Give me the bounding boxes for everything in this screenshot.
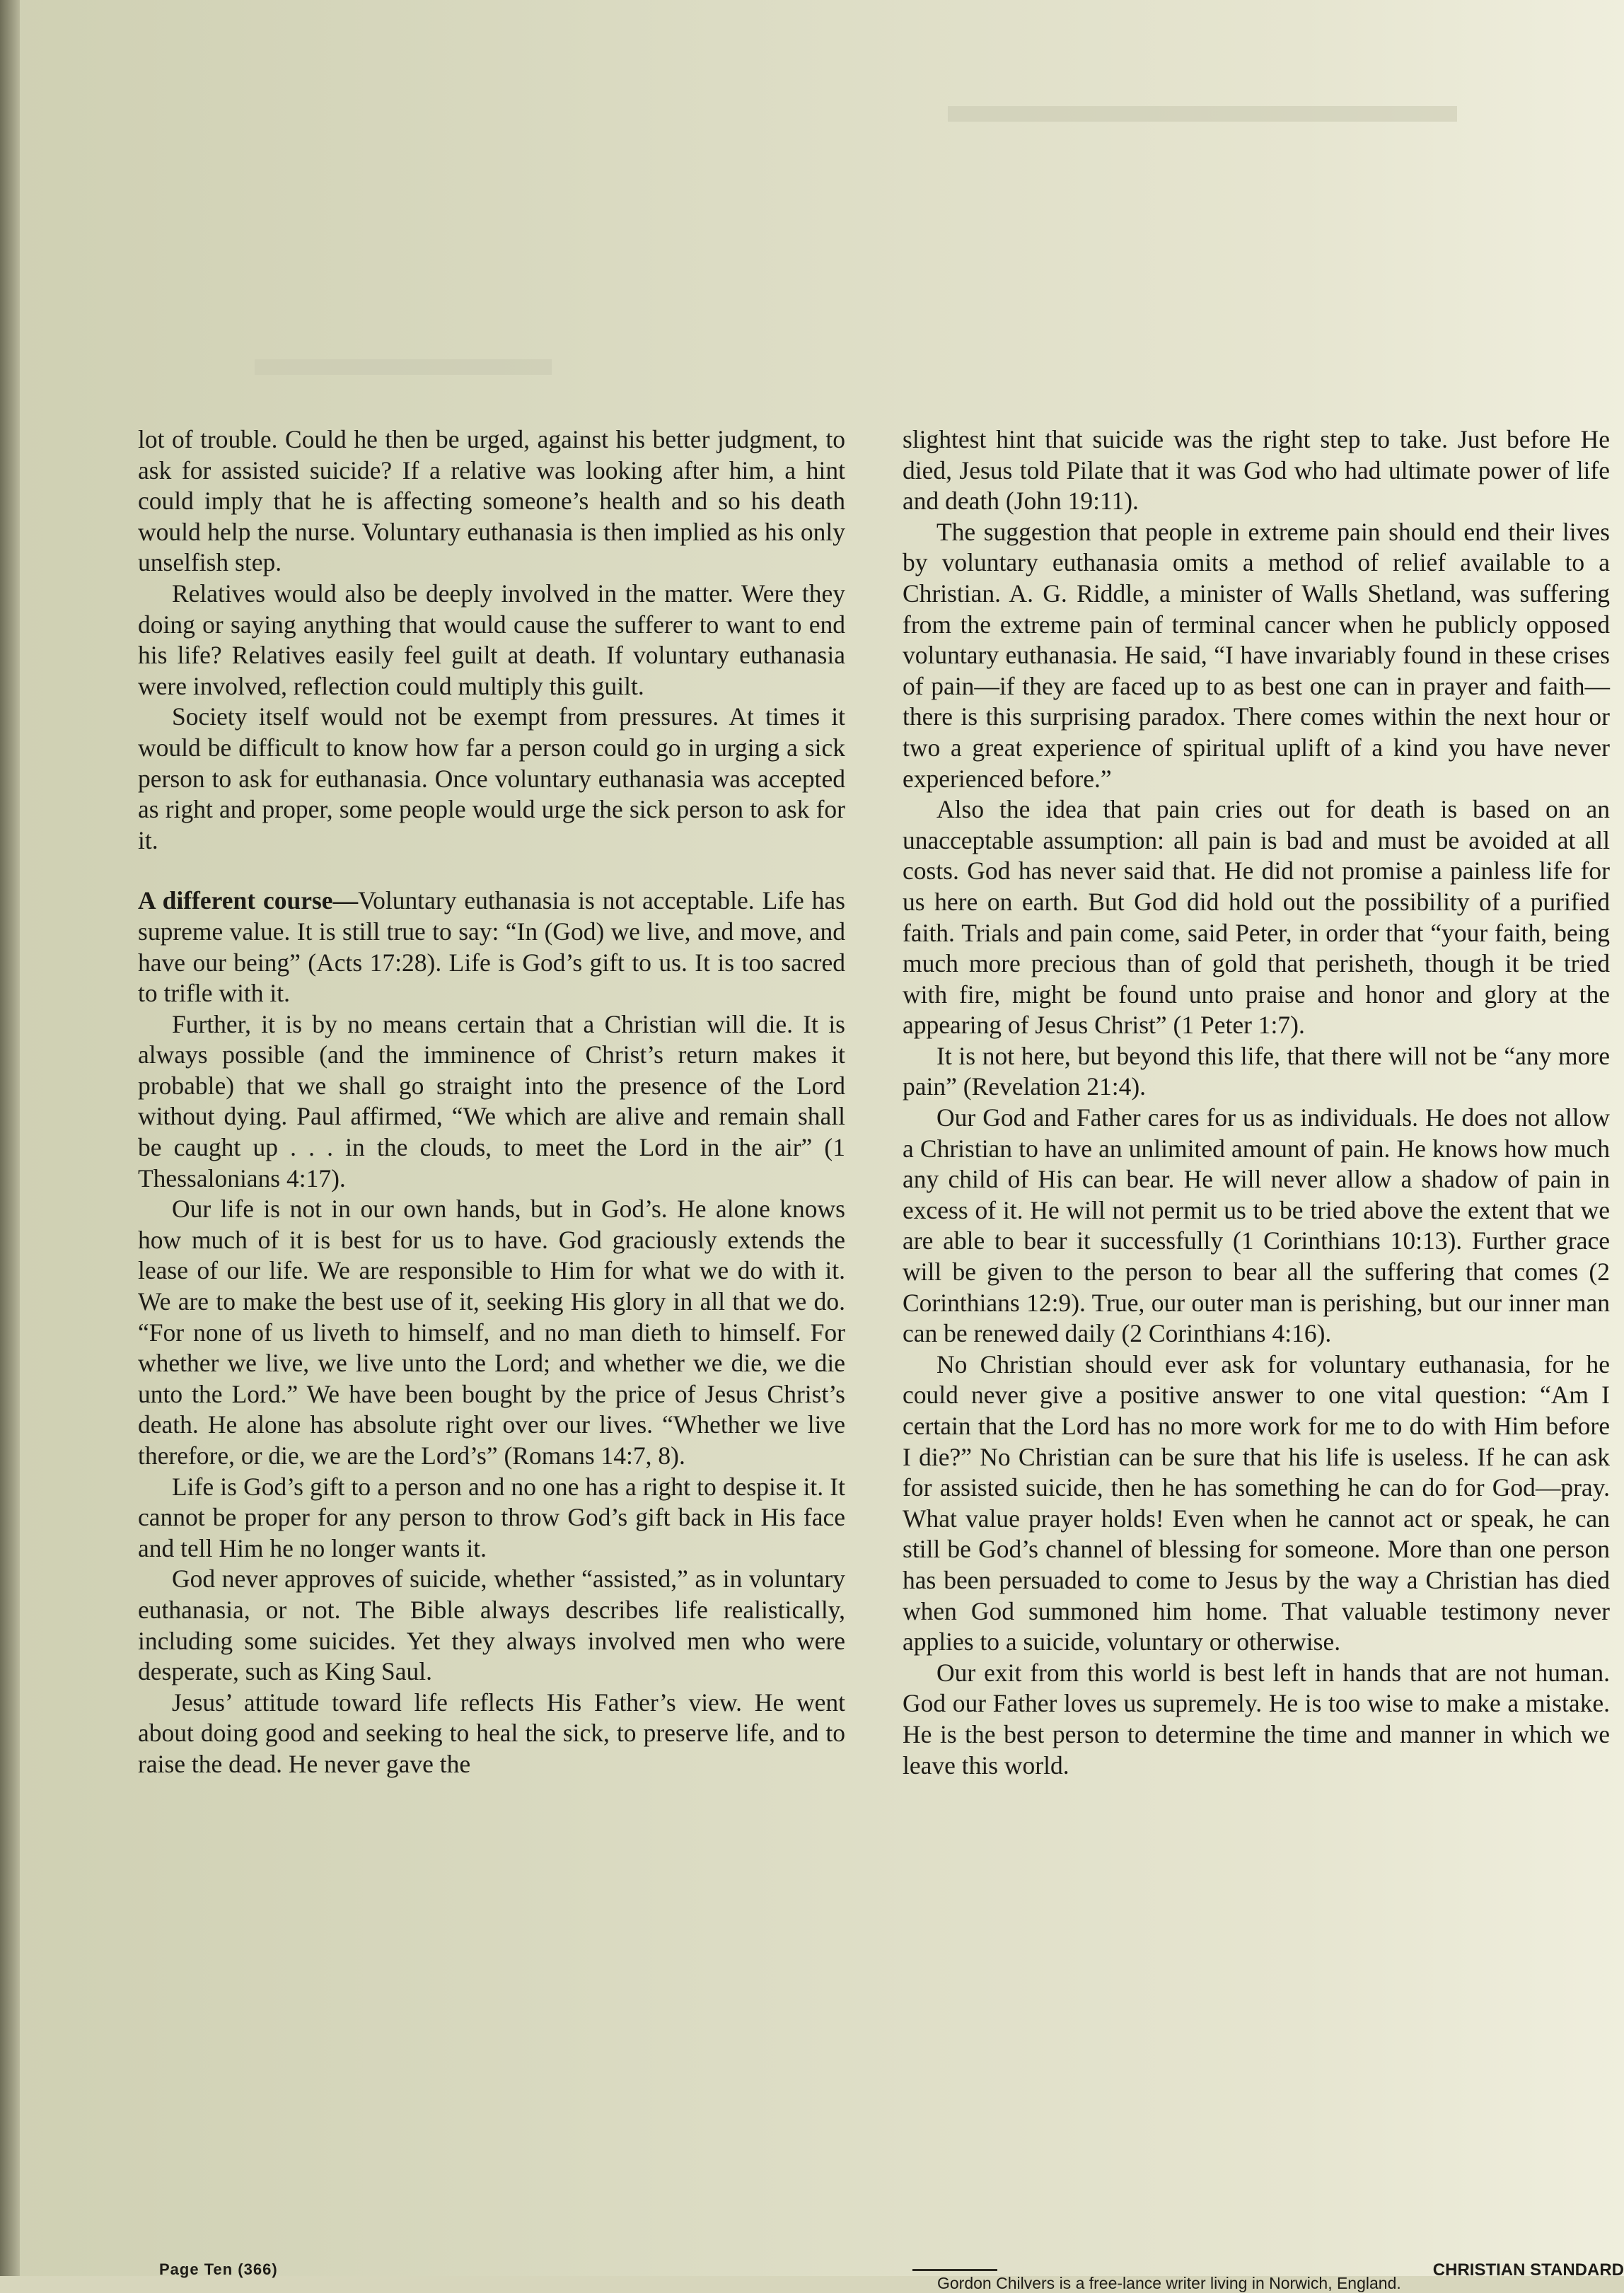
- paragraph: Our God and Father cares for us as individuals. He does not allow a Christian to have an unlimited amount of pain. He knows how much any child of His can bear. He will never allow a shadow of pain in excess of it. He will not permit us to be tried above the extent that we are able to bear it successfully (1 Corinthians 10:13). Further grace will be given to the person to bear all the suffering that comes (2 Corinthians 12:9). True, our outer man is perishing, but our inner man can be renewed daily (2 Corinthians 4:16).: [903, 1103, 1610, 1348]
- paragraph: Relatives would also be deeply involved in the matter. Were they doing or saying anything that would cause the sufferer to want to end his life? Relatives easily feel guilt at death. If voluntary euthanasia were involved, reflection could multiply this guilt.: [138, 579, 845, 700]
- paragraph: Our exit from this world is best left in hands that are not human. God our Father loves us supremely. He is too wise to make a mistake. He is the best person to determine the time and manner in which we leave this world.: [903, 1658, 1610, 1780]
- paragraph: Life is God’s gift to a person and no one has a right to despise it. It cannot be proper for any person to throw God’s gift back in His face and tell Him he no longer wants it.: [138, 1472, 845, 1562]
- paragraph: It is not here, but beyond this life, that there will not be “any more pain” (Revelation 21:4).: [903, 1041, 1610, 1101]
- left-column: [138, 424, 845, 1780]
- page-number: Page Ten (366): [159, 2260, 278, 2278]
- paragraph: slightest hint that suicide was the right step to take. Just before He died, Jesus told Pilate that it was God who had ultimate power of life and death (John 19:11).: [903, 425, 1610, 516]
- paragraph: The suggestion that people in extreme pain should end their lives by voluntary euthanasia omits a method of relief available to a Christian. A. G. Riddle, a minister of Walls Shetland, was suffering from the extreme pain of terminal cancer when he publicly opposed voluntary euthanasia. He said, “I have invariably found in these crises of pain—if they are faced up to as best one can in prayer and faith—there is this surprising paradox. There comes within the next hour or two a great experience of spiritual uplift of a kind you have never experienced before.”: [903, 517, 1610, 793]
- paragraph: Society itself would not be exempt from pressures. At times it would be difficult to know how far a person could go in urging a sick person to ask for euthanasia. Once voluntary euthanasia was accepted as right and proper, some people would urge the sick person to ask for it.: [138, 702, 845, 854]
- paragraph-text: Voluntary euthanasia is not acceptable. Life has supreme value. It is still true to say: “In (God) we live, and move, and have our being” (Acts 17:28). Life is God’s gift to us. It is too sacred to trifle with it.: [138, 886, 845, 1008]
- show-through-line: [948, 106, 1457, 122]
- section-lead-in: A different course—: [138, 886, 359, 915]
- paragraph: Jesus’ attitude toward life reflects His Father’s view. He went about doing good and seeking to heal the sick, to preserve life, and to raise the dead. He never gave the: [138, 1688, 845, 1778]
- paragraph: lot of trouble. Could he then be urged, against his better judgment, to ask for assisted suicide? If a relative was looking after him, a hint could imply that he is affecting someone’s health and so his death would help the nurse. Voluntary euthanasia is then implied as his only unselfish step.: [138, 425, 845, 577]
- section-paragraph: [138, 886, 845, 1009]
- paragraph: Also the idea that pain cries out for death is based on an unacceptable assumption: all pain is bad and must be avoided at all costs. God has never said that. He did not promise a painless life for us here on earth. But God did hold out the possibility of a purified faith. Trials and pain come, said Peter, in order that “your faith, being much more precious than of gold that perisheth, though it be tried with fire, might be found unto praise and honor and glory at the appearing of Jesus Christ” (1 Peter 1:7).: [903, 795, 1610, 1040]
- paragraph: No Christian should ever ask for voluntary euthanasia, for he could never give a positive answer to one vital question: “Am I certain that the Lord has no more work for me to do with Him before I die?” No Christian can be sure that his life is useless. If he can ask for assisted suicide, then he has something he can do for God—pray. What value prayer holds! Even when he cannot act or speak, he can still be God’s channel of blessing for someone. More than one person has been persuaded to come to Jesus by the way a Christian has died when God summoned him home. That valuable testimony never applies to a suicide, voluntary or otherwise.: [903, 1349, 1610, 1656]
- paragraph: God never approves of suicide, whether “assisted,” as in voluntary euthanasia, or not. The Bible always describes life realistically, including some suicides. Yet they always involved men who were desperate, such as King Saul.: [138, 1565, 845, 1686]
- right-column: [903, 424, 1610, 1781]
- show-through-byline: [255, 359, 552, 375]
- author-footnote: Gordon Chilvers is a free-lance writer living in Norwich, England.: [937, 2274, 1401, 2292]
- footnote-rule: [912, 2269, 997, 2271]
- paragraph: Our life is not in our own hands, but in God’s. He alone knows how much of it is best for us to have. God graciously extends the lease of our life. We are responsible to Him for what we do with it. We are to make the best use of it, seeking His glory in all that we do. “For none of us liveth to himself, and no man dieth to himself. For whether we live, we live unto the Lord; and whether we die, we die unto the Lord.” We have been bought by the price of Jesus Christ’s death. He alone has absolute right over our lives. “Whether we live therefore, or die, we are the Lord’s” (Romans 14:7, 8).: [138, 1195, 845, 1470]
- page-spine-shadow: [0, 0, 20, 2276]
- publication-name: CHRISTIAN STANDARD: [1432, 2260, 1624, 2280]
- paragraph: Further, it is by no means certain that a Christian will die. It is always possible (and the imminence of Christ’s return makes it probable) that we shall go straight into the presence of the Lord without dying. Paul affirmed, “We which are alive and remain shall be caught up . . . in the clouds, to meet the Lord in the air” (1 Thessalonians 4:17).: [138, 1009, 845, 1192]
